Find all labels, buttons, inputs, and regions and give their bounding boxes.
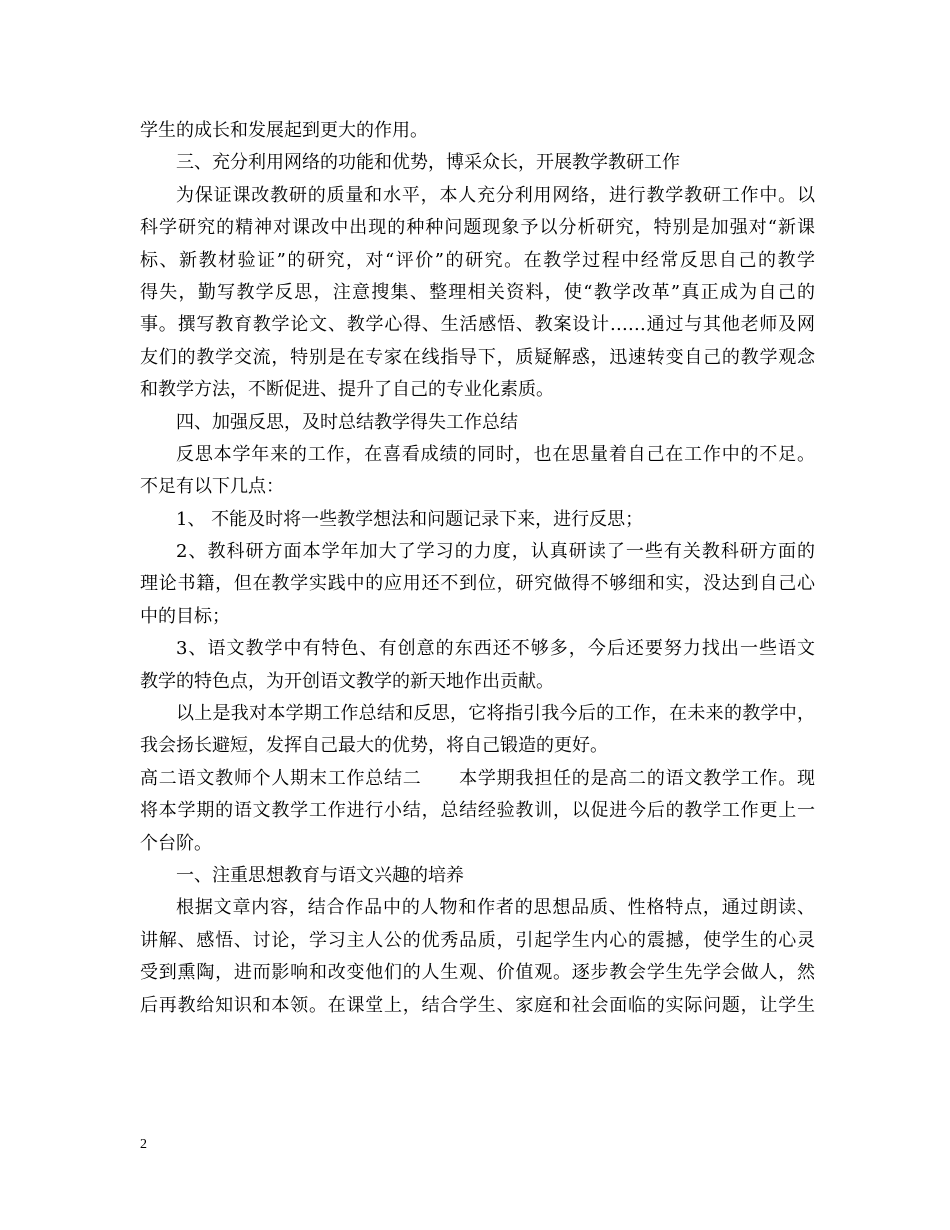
text-line: 反思本学年来的工作，在喜看成绩的同时，也在思量着自己在工作中的不足。 bbox=[176, 443, 815, 465]
section-heading: 一、注重思想教育与语文兴趣的培养 bbox=[176, 864, 464, 886]
text-line: 将本学期的语文教学工作进行小结，总结经验教训，以促进今后的教学工作更上一 bbox=[140, 800, 815, 822]
text-line: 不足有以下几点： bbox=[140, 476, 284, 498]
text-line: 标、新教材验证”的研究，对“评价”的研究。在教学过程中经常反思自己的教学 bbox=[140, 249, 815, 271]
text-line: 学生的成长和发展起到更大的作用。 bbox=[140, 120, 428, 141]
list-item: 1、 不能及时将一些教学想法和问题记录下来，进行反思； bbox=[176, 508, 644, 530]
text-line: 教学的特色点，为开创语文教学的新天地作出贡献。 bbox=[140, 670, 554, 692]
section-heading: 四、加强反思，及时总结教学得失工作总结 bbox=[176, 411, 518, 433]
text-line: 和教学方法，不断促进、提升了自己的专业化素质。 bbox=[140, 379, 554, 401]
text-line: 为保证课改教研的质量和水平，本人充分利用网络，进行教学教研工作中。以 bbox=[176, 184, 815, 206]
text-line: 讲解、感悟、讨论，学习主人公的优秀品质，引起学生内心的震撼，使学生的心灵 bbox=[140, 929, 815, 951]
text-line: 理论书籍，但在教学实践中的应用还不到位，研究做得不够细和实，没达到自己心 bbox=[140, 573, 815, 595]
text-line: 友们的教学交流，特别是在专家在线指导下，质疑解惑，迅速转变自己的教学观念 bbox=[140, 346, 815, 368]
section-heading: 三、充分利用网络的功能和优势，博采众长，开展教学教研工作 bbox=[176, 152, 680, 174]
text-line: 我会扬长避短，发挥自己最大的优势，将自己锻造的更好。 bbox=[140, 735, 608, 757]
text-line: 得失，勤写教学反思，注意搜集、整理相关资料，使“教学改革”真正成为自己的 bbox=[140, 281, 815, 303]
list-item: 3、语文教学中有特色、有创意的东西还不够多，今后还要努力找出一些语文 bbox=[176, 638, 815, 660]
text-line: 科学研究的精神对课改中出现的种种问题现象予以分析研究，特别是加强对“新课 bbox=[140, 217, 815, 239]
page-number: 2 bbox=[140, 1137, 147, 1152]
text-line: 受到熏陶，进而影响和改变他们的人生观、价值观。逐步教会学生先学会做人，然 bbox=[140, 962, 815, 984]
text-line: 根据文章内容，结合作品中的人物和作者的思想品质、性格特点，通过朗读、 bbox=[176, 897, 815, 919]
text-line: 高二语文教师个人期末工作总结二 本学期我担任的是高二的语文教学工作。现 bbox=[140, 767, 815, 789]
list-item: 2、教科研方面本学年加大了学习的力度，认真研读了一些有关教科研方面的 bbox=[176, 541, 815, 563]
text-line: 后再教给知识和本领。在课堂上，结合学生、家庭和社会面临的实际问题，让学生 bbox=[140, 994, 815, 1016]
document-body bbox=[140, 115, 815, 1022]
text-line: 个台阶。 bbox=[140, 832, 212, 854]
text-line: 中的目标； bbox=[140, 605, 230, 627]
text-line: 以上是我对本学期工作总结和反思，它将指引我今后的工作，在未来的教学中， bbox=[176, 703, 815, 725]
text-line: 事。撰写教育教学论文、教学心得、生活感悟、教案设计……通过与其他老师及网 bbox=[140, 314, 815, 336]
